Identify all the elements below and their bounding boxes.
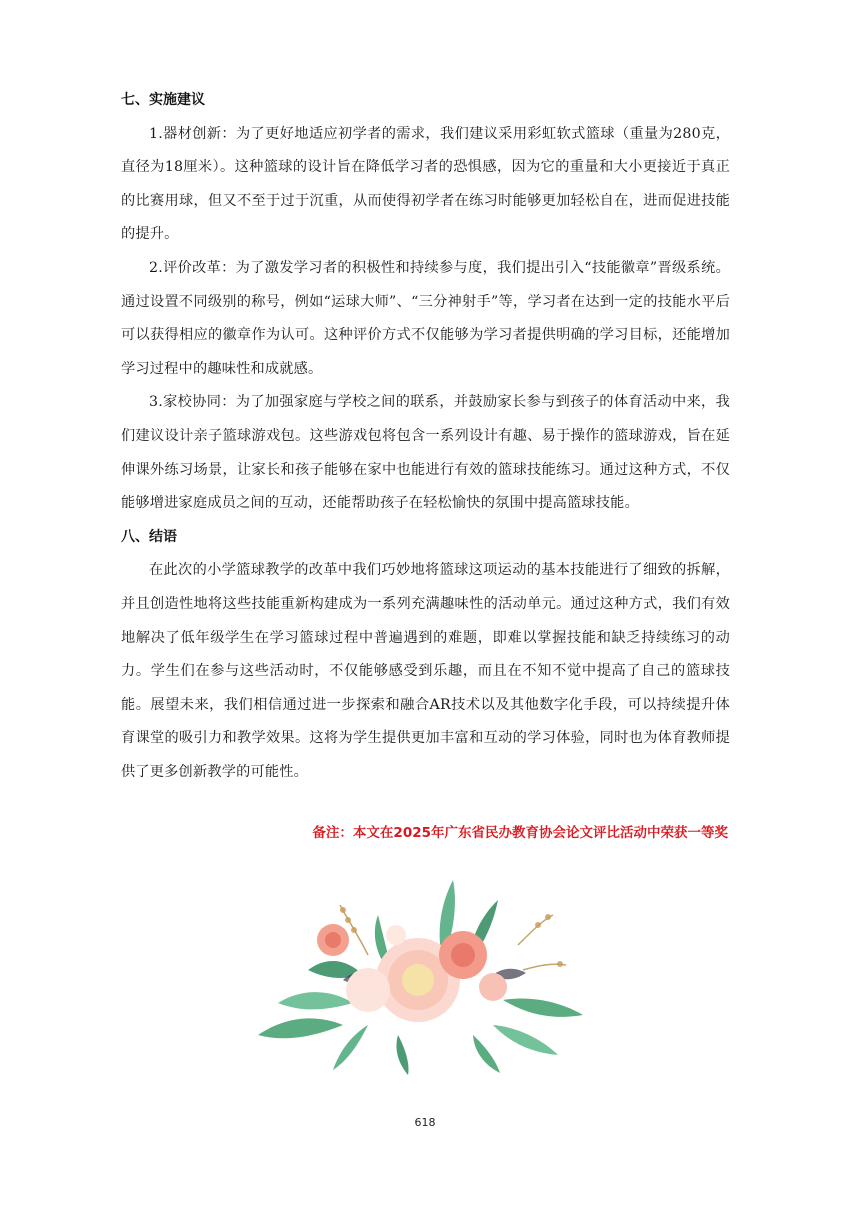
paragraph-equipment: 1.器材创新：为了更好地适应初学者的需求，我们建议采用彩虹软式篮球（重量为280克，直径为18厘米）。这种篮球的设计旨在降低学习者的恐惧感，因为它的重量和大小更接近于真正的比赛用球，但又不至于过于沉重，从而使得初学者在练习时能够更加轻松自在，进而促进技能的提升。 bbox=[121, 125, 730, 243]
paragraph-conclusion: 在此次的小学篮球教学的改革中我们巧妙地将篮球这项运动的基本技能进行了细致的拆解，并且创造性地将这些技能重新构建成为一系列充满趣味性的活动单元。通过这种方式，我们有效地解决了低年级学生在学习篮球过程中普遍遇到的难题，即难以掌握技能和缺乏持续练习的动力。学生们在参与这些活动时，不仅能够感受到乐趣，而且在不知不觉中提高了自己的篮球技能。展望未来，我们相信通过进一步探索和融合AR技术以及其他数字化手段，可以持续提升体育课堂的吸引力和教学效果。这将为学生提供更加丰富和互动的学习体验，同时也为体育教师提供了更多创新教学的可能性。 bbox=[121, 562, 730, 780]
floral-bouquet-icon bbox=[248, 875, 588, 1075]
award-note: 备注：本文在2025年广东省民办教育协会论文评比活动中荣获一等奖 bbox=[312, 825, 728, 841]
article-body bbox=[121, 84, 730, 789]
paragraph-evaluation: 2.评价改革：为了激发学习者的积极性和持续参与度，我们提出引入“技能徽章”晋级系统。通过设置不同级别的称号，例如“运球大师”、“三分神射手”等，学习者在达到一定的技能水平后可以获得相应的徽章作为认可。这种评价方式不仅能够为学习者提供明确的学习目标，还能增加学习过程中的趣味性和成就感。 bbox=[121, 259, 730, 377]
paragraph-home-school: 3.家校协同：为了加强家庭与学校之间的联系，并鼓励家长参与到孩子的体育活动中来，我们建议设计亲子篮球游戏包。这些游戏包将包含一系列设计有趣、易于操作的篮球游戏，旨在延伸课外练习场景，让家长和孩子能够在家中也能进行有效的篮球技能练习。通过这种方式，不仅能够增进家庭成员之间的互动，还能帮助孩子在轻松愉快的氛围中提高篮球技能。 bbox=[121, 394, 730, 512]
section-heading-implementation: 七、实施建议 bbox=[121, 92, 205, 108]
page-number: 618 bbox=[414, 1116, 436, 1129]
section-heading-conclusion: 八、结语 bbox=[121, 528, 177, 545]
